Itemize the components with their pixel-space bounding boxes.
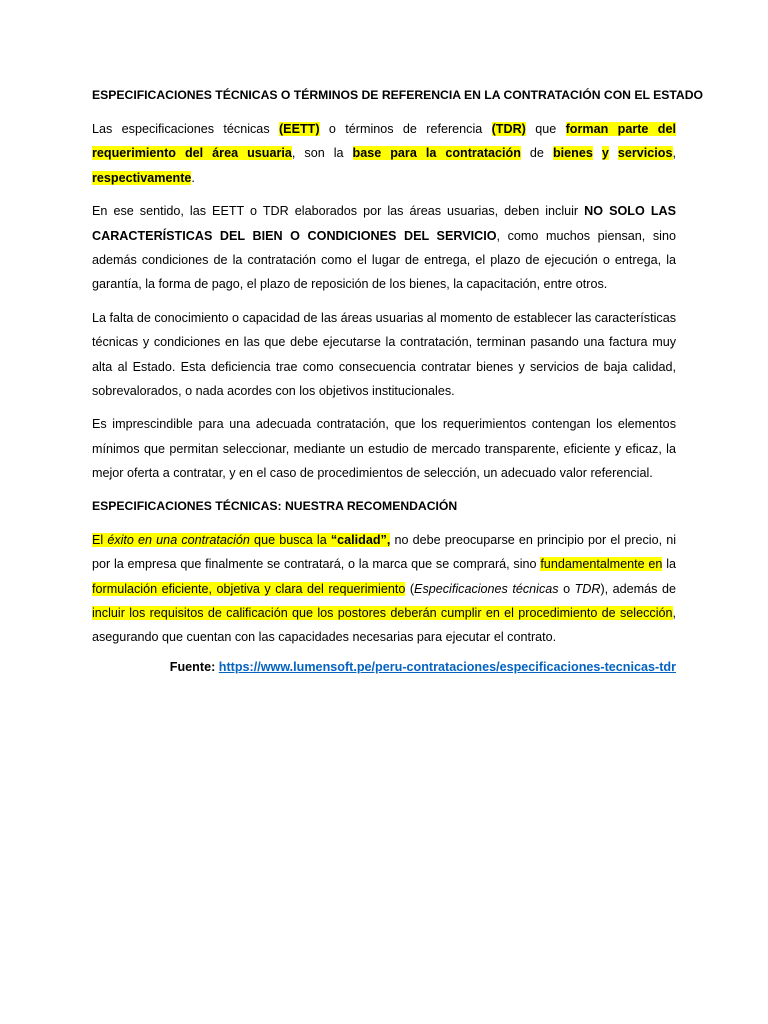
source-link[interactable]: https://www.lumensoft.pe/peru-contrataciones/especificaciones-tecnicas-tdr (218, 659, 676, 674)
italic-specs: Especificaciones técnicas (414, 581, 559, 596)
highlight-tdr: (TDR) (491, 122, 526, 136)
text: , como muchos piensan, sino además condiciones de la contratación como el lugar de entrega, el plazo de ejecución o entrega, la garantía, la forma de pago, el plazo de reposición de los bienes, la capacitación, entre otros. (92, 228, 676, 292)
text: , son la (291, 146, 353, 161)
highlight-respectively: respectivamente (92, 170, 192, 185)
text: de (520, 146, 553, 161)
text: que (525, 122, 566, 136)
highlight-formulation: formulación eficiente, objetiva y clara del requerimiento (92, 581, 406, 596)
highlight-exito: éxito en una contratación (107, 532, 250, 547)
text: o (558, 581, 575, 596)
source-line (92, 655, 676, 679)
highlight-fundamentally: fundamentalmente en (540, 557, 663, 572)
text: , asegurando que cuentan con las capacidades necesarias para ejecutar el contrato. (92, 605, 676, 645)
document-title: ESPECIFICACIONES TÉCNICAS O TÉRMINOS DE REFERENCIA EN LA CONTRATACIÓN CON EL ESTADO (92, 88, 703, 102)
section-subheading: ESPECIFICACIONES TÉCNICAS: NUESTRA RECOMENDACIÓN (92, 498, 458, 513)
paragraph-problem: La falta de conocimiento o capacidad de las áreas usuarias al momento de establecer las características técnicas y condiciones en las que debe ejecutarse la contratación, terminan pasando una factura muy alta al Estado. Esta deficiencia trae como consecuencia contratar bienes y servicios de baja calidad, sobrevalorados, o nada acordes con los objetivos institucionales. (92, 310, 676, 399)
text: En ese sentido, las EETT o TDR elaborados por las áreas usuarias, deben incluir (92, 204, 585, 219)
highlight-eett: (EETT) (278, 122, 320, 136)
text: ( (405, 581, 415, 596)
paragraph-definition (92, 117, 676, 190)
text: , (672, 146, 677, 161)
text: . (191, 170, 195, 185)
text (609, 146, 618, 160)
highlight-requirements: incluir los requisitos de calificación que los postores deberán cumplir en el procedimiento de selección (92, 605, 673, 620)
text: Las especificaciones técnicas (92, 122, 279, 136)
text: la (662, 557, 676, 572)
highlight-requirement: forman parte del requerimiento del área usuaria (92, 122, 676, 161)
text: ), además de (600, 581, 676, 596)
highlight-and: y (601, 146, 609, 161)
paragraph-recommendation (92, 528, 676, 650)
paragraph-scope (92, 199, 676, 297)
highlight-el: El (92, 532, 108, 547)
highlight-goods: bienes (552, 146, 593, 161)
text: o términos de referencia (319, 122, 492, 136)
text: no debe preocuparse en principio por el precio, ni por la empresa que finalmente se contratará, o la marca que se comprará, sino (92, 532, 677, 572)
paragraph-importance: Es imprescindible para una adecuada contratación, que los requerimientos contengan los elementos mínimos que permitan seleccionar, mediante un estudio de mercado transparente, eficiente y eficaz, la mejor oferta a contratar, y en el caso de procedimientos de selección, un adecuado valor referencial. (92, 417, 676, 481)
highlight-que-busca: que busca la (249, 532, 331, 547)
text (593, 146, 602, 160)
bold-emphasis: NO SOLO LAS CARACTERÍSTICAS DEL BIEN O CONDICIONES DEL SERVICIO (92, 204, 677, 243)
highlight-services: servicios (617, 146, 673, 161)
highlight-calidad: “calidad”, (330, 532, 391, 547)
highlight-basis: base para la contratación (352, 146, 521, 161)
italic-tdr: TDR (574, 581, 601, 596)
source-label: Fuente: (169, 659, 219, 674)
